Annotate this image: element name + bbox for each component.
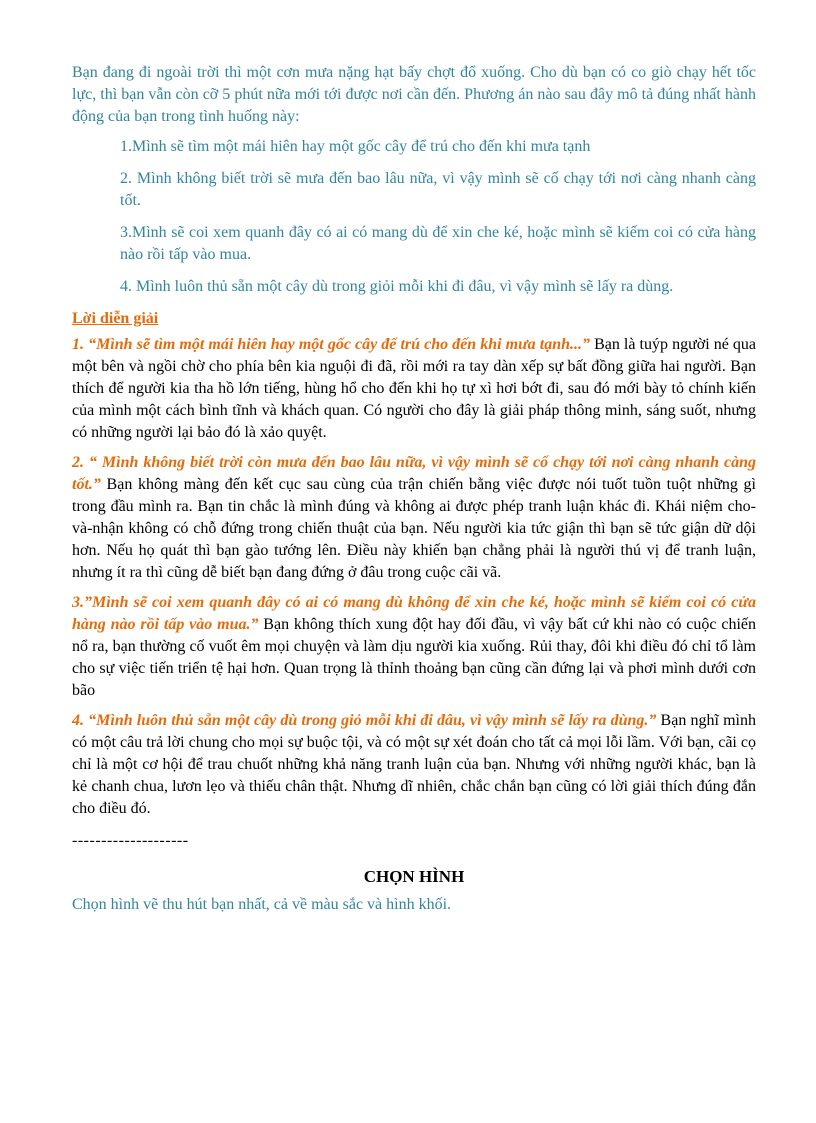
- answer-4-quote: 4. “Mình luôn thủ sẵn một cây dù trong giỏ mỗi khi đi đâu, vì vậy mình sẽ lấy ra dùng.”: [72, 712, 657, 729]
- option-3: 3.Mình sẽ coi xem quanh đây có ai có mang dù để xin che ké, hoặc mình sẽ kiếm coi có cửa hàng nào rồi tấp vào mua.: [120, 224, 756, 263]
- answer-4: [72, 710, 756, 820]
- explanation-heading: Lời diễn giải: [72, 310, 159, 327]
- answer-1: [72, 334, 756, 444]
- section-title: CHỌN HÌNH: [363, 867, 465, 886]
- answer-4-text: Bạn nghĩ mình có một câu trả lời chung cho mọi sự buộc tội, và có một sự xét đoán cho tất cả mọi lỗi lầm. Với bạn, cãi cọ chỉ là một cơ hội để trau chuốt những khả năng tranh luận của bạn. Nhưng với những người khác, bạn là kẻ chanh chua, lươn lẹo và thiếu chân thật. Nhưng dĩ nhiên, chắc chắn bạn cũng có lời giải thích đúng đắn cho điều đó.: [72, 712, 757, 817]
- option-4: 4. Mình luôn thủ sẵn một cây dù trong giỏi mỗi khi đi đâu, vì vậy mình sẽ lấy ra dùng.: [120, 278, 674, 295]
- answer-3: [72, 592, 756, 702]
- document-page: [72, 62, 756, 916]
- divider: --------------------: [72, 832, 189, 849]
- question-intro: Bạn đang đi ngoài trời thì một cơn mưa nặng hạt bấy chợt đổ xuống. Cho dù bạn có co giò chạy hết tốc lực, thì bạn vẫn còn cỡ 5 phút nữa mới tới được nơi cần đến. Phương án nào sau đây mô tả đúng nhất hành động của bạn trong tình huống này:: [72, 64, 756, 125]
- option-2: 2. Mình không biết trời sẽ mưa đến bao lâu nữa, vì vậy mình sẽ cố chạy tới nơi càng nhanh càng tốt.: [120, 170, 756, 209]
- answer-2-text: Bạn không màng đến kết cục sau cùng của trận chiến bằng việc được nói tuốt tuồn tuột những gì trong đầu mình ra. Bạn tin chắc là mình đúng và không ai được phép tranh luận khác đi. Khái niệm cho-và-nhận không có chỗ đứng trong chiến thuật của bạn. Nếu người kia tức giận thì bạn sẽ tức giận dữ dội hơn. Nếu họ quát thì bạn gào tướng lên. Điều này khiến bạn chẳng phải là người thú vị để tranh luận, nhưng ít ra thì cũng dễ biết bạn đang đứng ở đâu trong cuộc cãi vã.: [72, 476, 756, 581]
- option-1: 1.Mình sẽ tìm một mái hiên hay một gốc cây để trú cho đến khi mưa tạnh: [120, 138, 591, 155]
- answer-3-quote: 3.”Mình sẽ coi xem quanh đây có ai có mang dù không để xin che ké, hoặc mình sẽ kiếm coi có cửa hàng nào rồi tấp vào mua.”: [72, 594, 756, 633]
- answer-3-text: Bạn không thích xung đột hay đối đầu, vì vậy bất cứ khi nào có cuộc chiến nổ ra, bạn thường cố vuốt êm mọi chuyện và làm dịu người kia xuống. Rủi thay, đôi khi điều đó chỉ tổ làm cho sự việc tiến triển tệ hại hơn. Quan trọng là thỉnh thoảng bạn cũng cần đứng lại và phơi mình dưới cơn bão: [72, 616, 756, 699]
- answer-1-quote: 1. “Mình sẽ tìm một mái hiên hay một gốc cây để trú cho đến khi mưa tạnh...”: [72, 336, 591, 353]
- options-list: [72, 136, 756, 298]
- answer-1-text: Bạn là tuýp người né qua một bên và ngồi chờ cho phía bên kia nguội đi đã, rồi mới ra tay dàn xếp sự bất đồng giữa hai người. Bạn thích để người kia tha hồ lớn tiếng, hùng hổ cho đến khi họ tự xì hơi bớt đi, sau đó mới bày tỏ chính kiến của mình một cách bình tĩnh và khách quan. Có người cho đây là giải pháp thông minh, sáng suốt, nhưng có những người lại bảo đó là xảo quyệt.: [72, 336, 757, 441]
- answer-2-quote: 2. “ Mình không biết trời còn mưa đến bao lâu nữa, vì vậy mình sẽ cố chạy tới nơi càng nhanh càng tốt.”: [72, 454, 756, 493]
- answer-2: [72, 452, 756, 584]
- section-instruction: Chọn hình vẽ thu hút bạn nhất, cả về màu sắc và hình khối.: [72, 896, 452, 913]
